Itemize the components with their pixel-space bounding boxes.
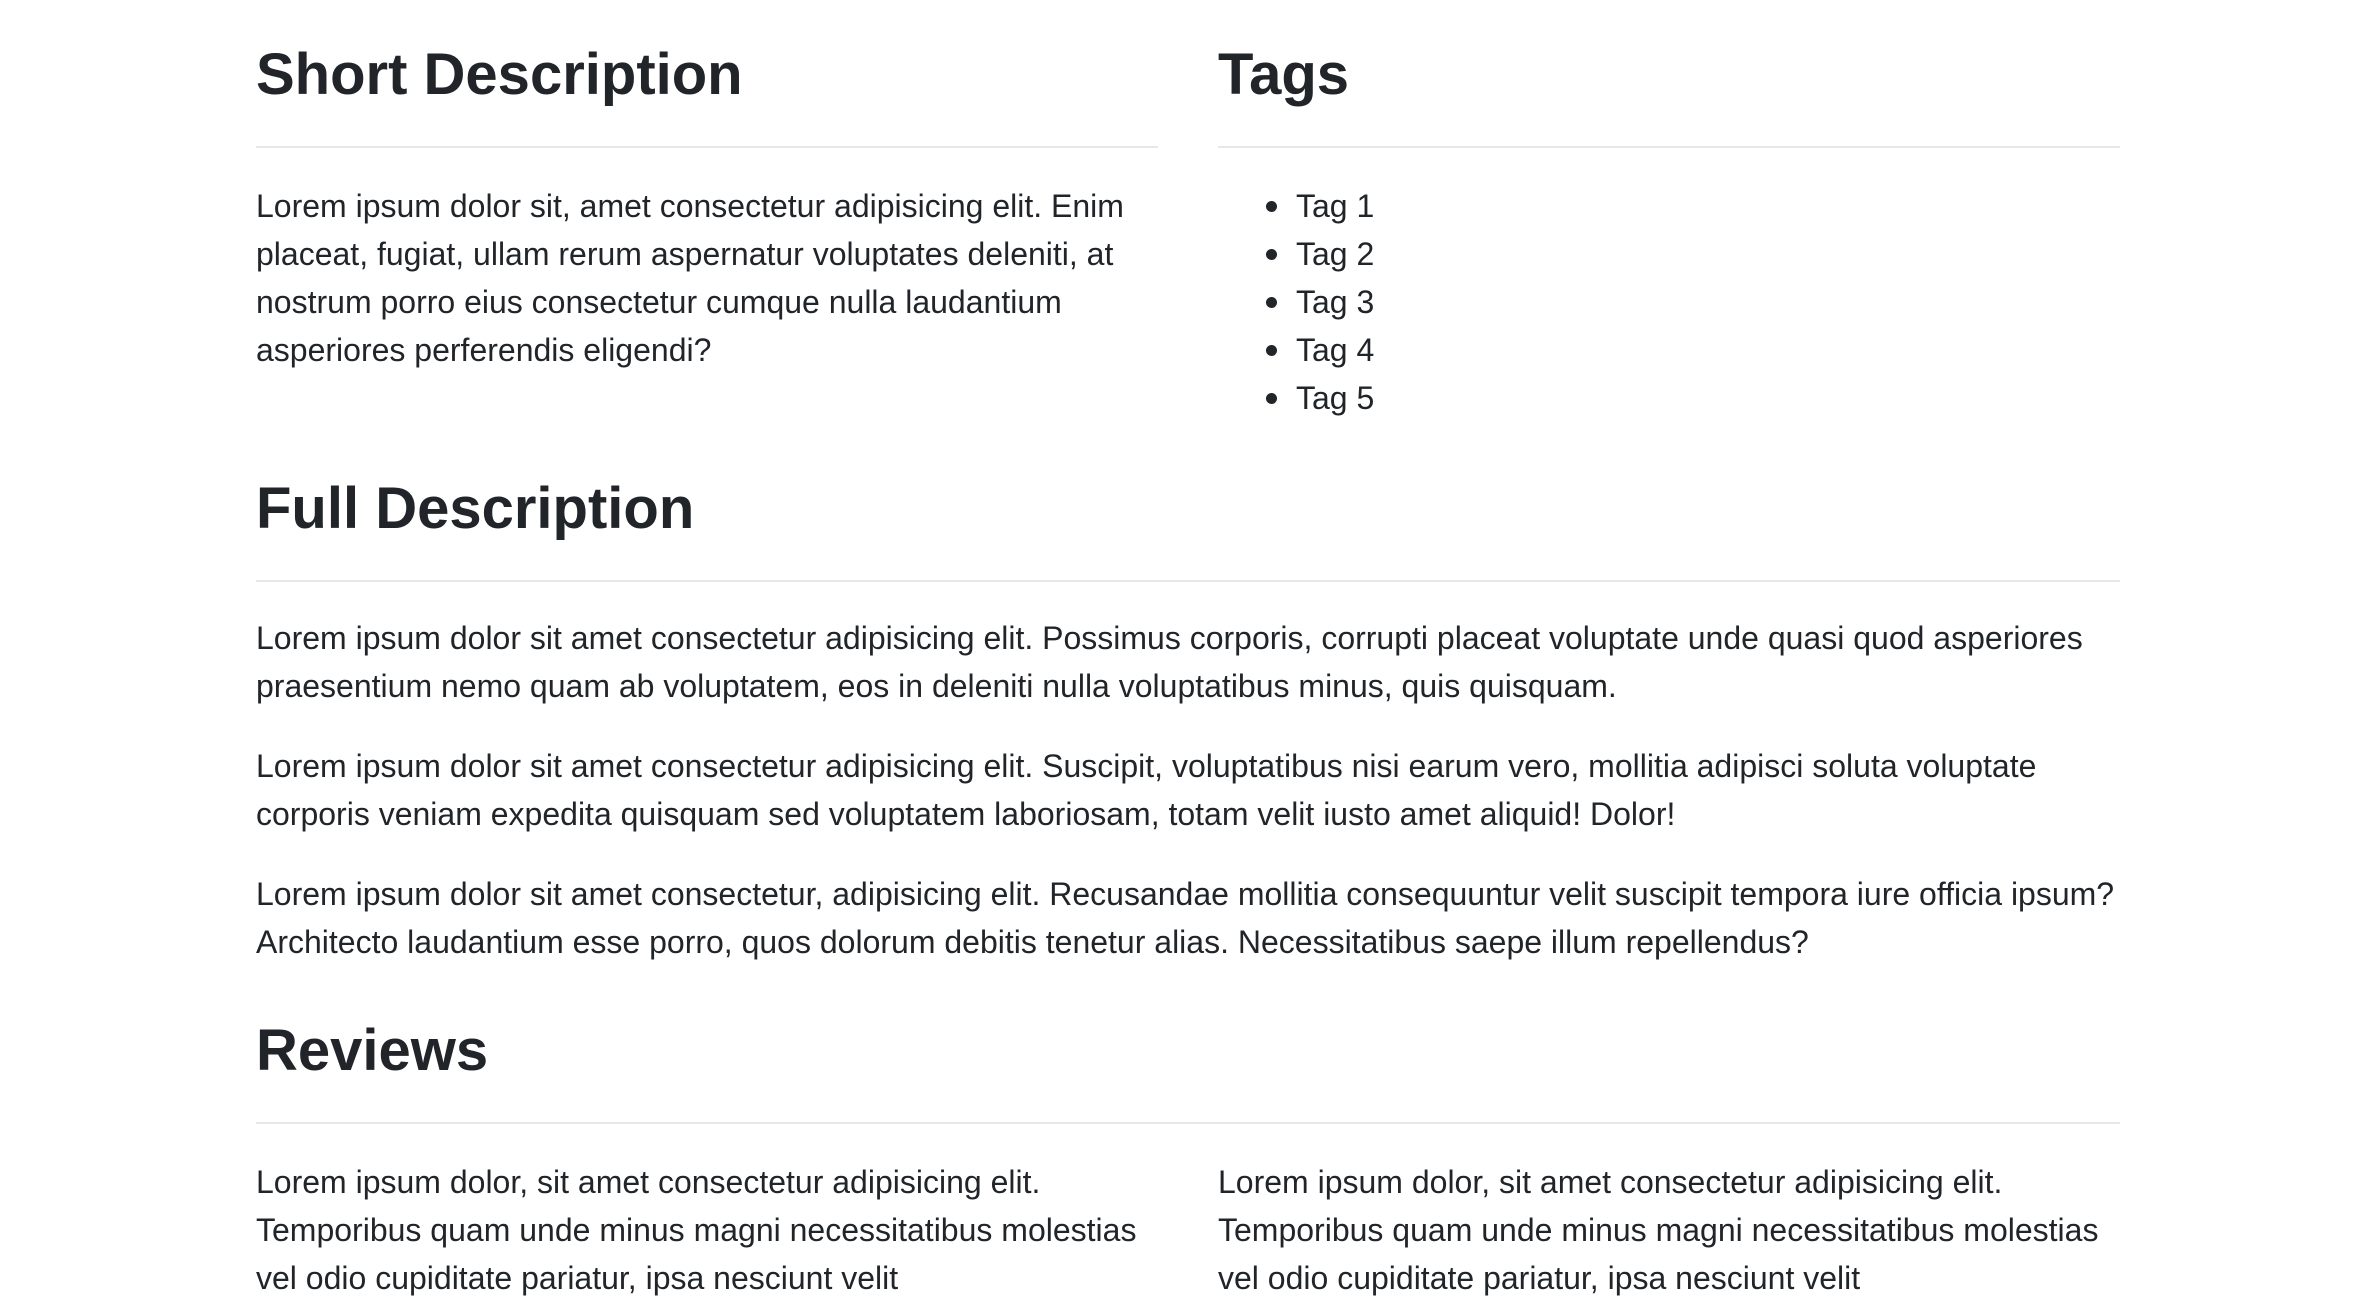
- review-text: Lorem ipsum dolor, sit amet consectetur adipisicing elit. Temporibus quam unde minus magni necessitatibus molestias vel odio cupiditate pariatur, ipsa nesciunt velit: [1218, 1164, 2099, 1296]
- page-content: [256, 0, 2120, 1302]
- reviews-heading: Reviews: [256, 1018, 2120, 1124]
- full-description-paragraph: Lorem ipsum dolor sit amet consectetur adipisicing elit. Possimus corporis, corrupti placeat voluptate unde quasi quod asperiores praesentium nemo quam ab voluptatem, eos in deleniti nulla voluptatibus minus, quis quisquam.: [256, 620, 2083, 704]
- bullet-icon: [1266, 345, 1277, 356]
- review-card: [1218, 1124, 2120, 1302]
- full-description-paragraph: Lorem ipsum dolor sit amet consectetur, adipisicing elit. Recusandae mollitia consequuntur velit suscipit tempora iure officia ipsum? Architecto laudantium esse porro, quos dolorum debitis tenetur alias. Necessitatibus saepe illum repellendus?: [256, 876, 2115, 960]
- short-description-text: Lorem ipsum dolor sit, amet consectetur adipisicing elit. Enim placeat, fugiat, ullam rerum aspernatur voluptates deleniti, at nostrum porro eius consectetur cumque nulla laudantium asperiores perferendis eligendi?: [256, 188, 1124, 368]
- tag-label: Tag 3: [1296, 284, 1375, 320]
- tag-item: [1266, 278, 2120, 326]
- tag-label: Tag 1: [1296, 188, 1375, 224]
- tag-label: Tag 2: [1296, 236, 1375, 272]
- bullet-icon: [1266, 249, 1277, 260]
- full-description-heading: Full Description: [256, 476, 2120, 582]
- tags-section: [1218, 42, 2120, 422]
- tag-list: [1218, 182, 2120, 422]
- full-description-paragraph: Lorem ipsum dolor sit amet consectetur adipisicing elit. Suscipit, voluptatibus nisi earum vero, mollitia adipisci soluta voluptate corporis veniam expedita quisquam sed voluptatem laboriosam, totam velit iusto amet aliquid! Dolor!: [256, 748, 2037, 832]
- tags-heading: Tags: [1218, 42, 2120, 148]
- short-description-section: [256, 42, 1158, 422]
- tag-item: [1266, 326, 2120, 374]
- tag-item: [1266, 374, 2120, 422]
- review-card: [256, 1124, 1158, 1302]
- reviews-row: [256, 1124, 2120, 1302]
- tag-item: [1266, 182, 2120, 230]
- bullet-icon: [1266, 297, 1277, 308]
- summary-row: [256, 0, 2120, 422]
- short-description-heading: Short Description: [256, 42, 1158, 148]
- reviews-section: [256, 1018, 2120, 1302]
- review-text: Lorem ipsum dolor, sit amet consectetur adipisicing elit. Temporibus quam unde minus magni necessitatibus molestias vel odio cupiditate pariatur, ipsa nesciunt velit: [256, 1164, 1137, 1296]
- full-description-section: [256, 476, 2120, 966]
- bullet-icon: [1266, 393, 1277, 404]
- tag-item: [1266, 230, 2120, 278]
- tag-label: Tag 4: [1296, 332, 1375, 368]
- bullet-icon: [1266, 201, 1277, 212]
- tag-label: Tag 5: [1296, 380, 1375, 416]
